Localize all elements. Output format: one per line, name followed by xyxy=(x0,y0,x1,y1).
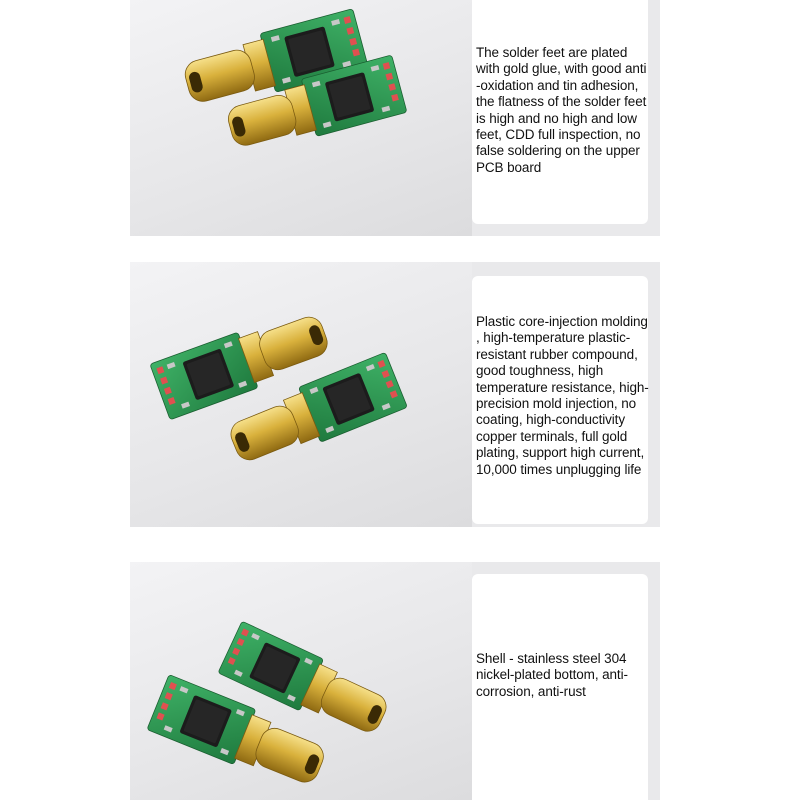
feature-panel-shell xyxy=(130,562,660,800)
feature-panel-solder xyxy=(130,0,660,236)
description-box xyxy=(472,574,648,800)
description-box xyxy=(472,0,648,224)
description-box xyxy=(472,276,648,524)
connector-illustration xyxy=(130,562,472,800)
description-text: Shell - stainless steel 304 nickel-plated bottom, anti- corrosion, anti-rust xyxy=(476,651,628,699)
product-photo xyxy=(130,262,472,527)
product-photo xyxy=(130,562,472,800)
connector-illustration xyxy=(130,262,472,527)
description-text: Plastic core-injection molding , high-temperature plastic- resistant rubber compound, good toughness, high temperature resistance, high- precision mold injection, no coating, high-conductivity copper terminals, full gold plating, support high current, 10,000 times unplugging life xyxy=(476,314,649,477)
feature-panel-molding xyxy=(130,262,660,527)
description-text: The solder feet are plated with gold glue, with good anti -oxidation and tin adhesion, the flatness of the solder feet is high and no high and low feet, CDD full inspection, no false soldering on the upper PCB board xyxy=(476,45,647,175)
connector-illustration xyxy=(130,0,472,236)
product-photo xyxy=(130,0,472,236)
